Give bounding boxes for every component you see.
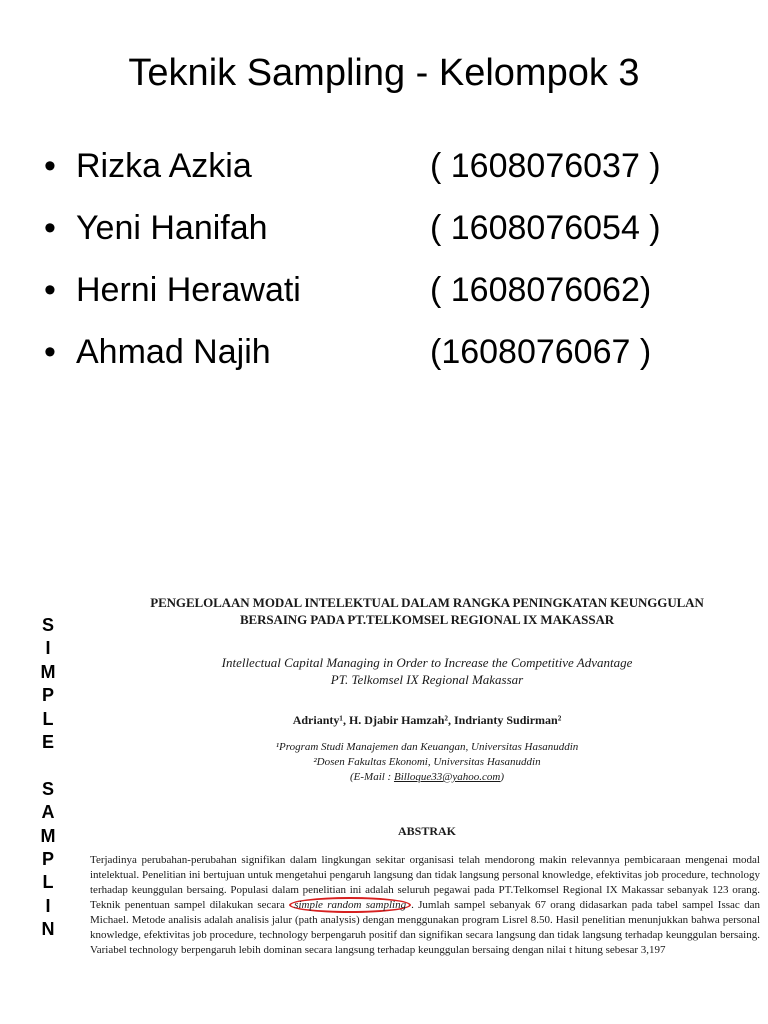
abstract-part: Terjadinya perubahan-perubahan signifikan dalam lingkungan sekitar organisasi telah mendorong makin relevannya pembicaraan mengenai modal intelektual. Penelitian ini bertujuan untuk mengetahui pengaruh langsung dan tidak langsung personal knowledge, efektivitas job procedure, technology terhadap keunggulan bersaing. Populasi dalam penelitian ini adalah seluruh pegawai pada PT.Telkomsel Regional IX Makassar sebanyak 123 orang. Teknik penentuan sampel dilakukan secara [90, 854, 760, 911]
paper-title-line: PENGELOLAAN MODAL INTELEKTUAL DALAM RANGKA PENINGKATAN KEUNGGULAN [150, 595, 704, 610]
abstract-part: . Jumlah sampel sebanyak 67 orang didasarkan pada tabel sampel Issac dan Michael. Metode analisis adalah analisis jalur (path analysis) dengan menggunakan program Lisrel 8.50. Hasil penelitian menunjukkan bahwa personal knowledge, efektivitas job procedure, technology berpengaruh positif dan signifikan secara langsung dan tidak langsung terhadap keunggulan bersaing. Variabel technology berpengaruh lebih dominan secara langsung terhadap keunggulan bersaing dengan nilai t hitung sebesar 3,197 [90, 899, 760, 956]
vertical-letter: P [41, 685, 54, 706]
member-name: Yeni Hanifah [76, 209, 268, 247]
slide-title: Teknik Sampling - Kelompok 3 [128, 52, 640, 94]
bullet: • [44, 209, 56, 247]
vertical-label [30, 614, 66, 941]
member-name: Rizka Azkia [76, 147, 252, 185]
abstract-heading: ABSTRAK [397, 824, 456, 838]
member-name: Herni Herawati [76, 271, 301, 309]
paper-title [86, 594, 768, 628]
email-address: Billoque33@yahoo.com [393, 771, 501, 783]
member-item [44, 264, 744, 326]
member-item [44, 326, 744, 388]
bullet: • [44, 333, 56, 371]
vertical-letter: E [41, 731, 54, 752]
paper-excerpt [86, 588, 768, 1024]
member-list [44, 140, 744, 388]
abstract-text [86, 853, 768, 958]
vertical-letter: P [41, 848, 54, 869]
paper-subtitle-line: PT. Telkomsel IX Regional Makassar [330, 672, 524, 687]
circled-phrase: simple random sampling [289, 897, 411, 913]
email-suffix: ) [500, 771, 504, 783]
affiliation-line: ¹Program Studi Manajemen dan Keuangan, Universitas Hasanuddin [275, 741, 579, 753]
member-nim: (1608076067 ) [430, 333, 652, 371]
vertical-letter: S [41, 615, 54, 635]
member-nim: ( 1608076037 ) [430, 147, 661, 185]
vertical-letter: M [40, 825, 56, 846]
bullet: • [44, 147, 56, 185]
paper-subtitle [86, 654, 768, 688]
paper-email [86, 770, 768, 785]
paper-affiliations [86, 740, 768, 770]
bullet: • [44, 271, 56, 309]
vertical-letter: N [41, 919, 55, 940]
paper-authors: Adrianty¹, H. Djabir Hamzah², Indrianty Sudirman² [292, 713, 562, 727]
vertical-letter: L [42, 872, 54, 893]
vertical-letter: M [40, 661, 56, 682]
member-item [44, 202, 744, 264]
member-item [44, 140, 744, 202]
vertical-letter: L [42, 708, 54, 729]
vertical-letter [30, 754, 66, 777]
member-nim: ( 1608076062) [430, 271, 652, 309]
vertical-letter: A [41, 802, 55, 823]
email-prefix: (E-Mail : [349, 771, 394, 783]
paper-title-line: BERSAING PADA PT.TELKOMSEL REGIONAL IX MAKASSAR [239, 612, 615, 627]
vertical-letter: I [45, 895, 51, 916]
member-nim: ( 1608076054 ) [430, 209, 661, 247]
vertical-letter: I [45, 638, 51, 659]
paper-subtitle-line: Intellectual Capital Managing in Order to Increase the Competitive Advantage [221, 655, 633, 670]
affiliation-line: ²Dosen Fakultas Ekonomi, Universitas Hasanuddin [313, 756, 541, 768]
vertical-letter: S [41, 778, 54, 799]
member-name: Ahmad Najih [76, 333, 271, 371]
